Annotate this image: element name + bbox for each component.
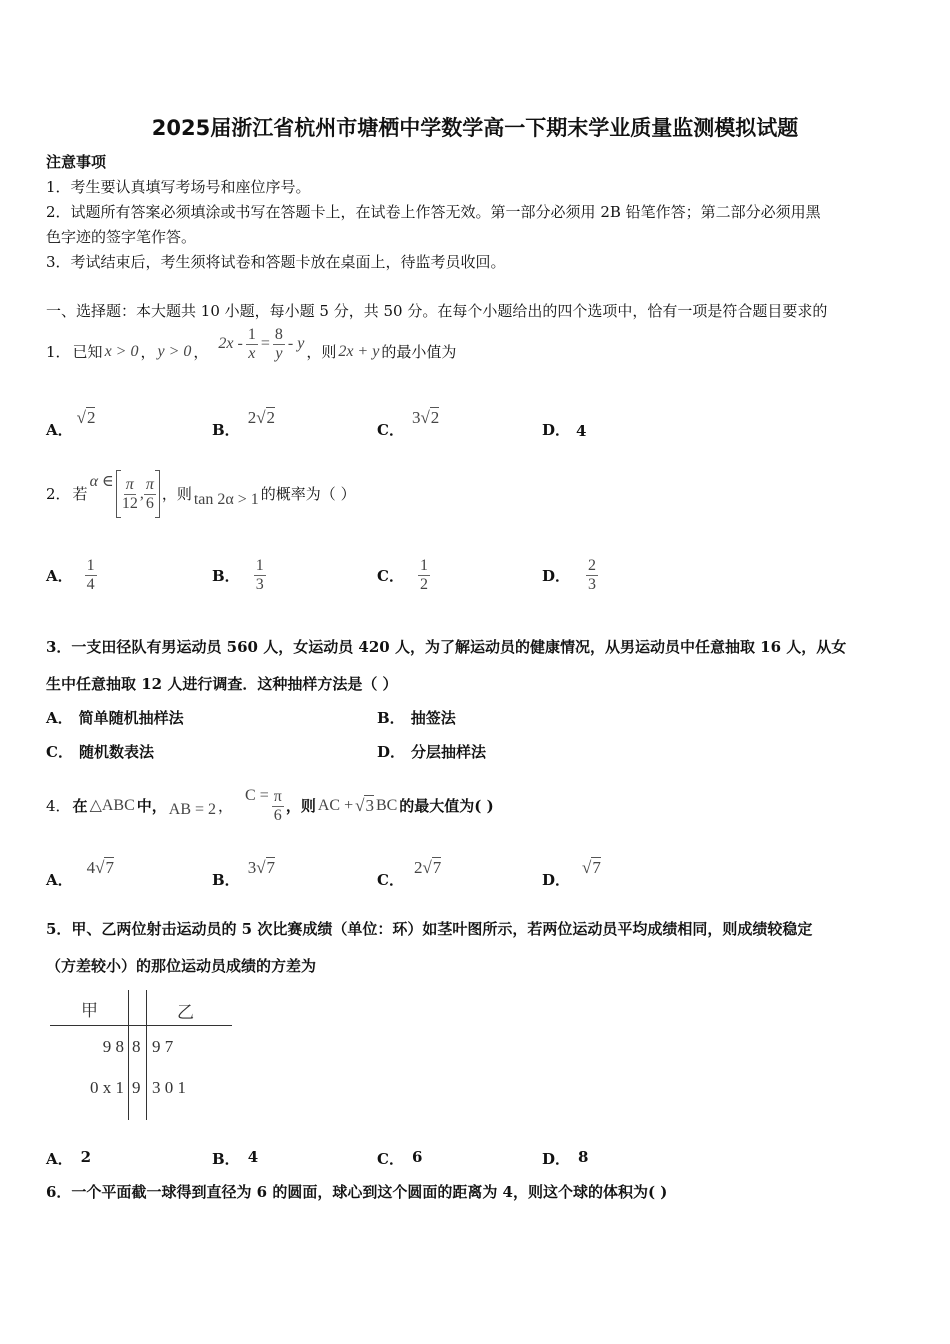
option-text: 4 [576,422,587,440]
option-text: 简单随机抽样法 [78,709,184,727]
option-c[interactable] [377,551,430,599]
option-d[interactable] [542,551,598,599]
fraction [418,557,430,594]
question-text: 若 [72,485,88,503]
question-text: 在 [72,797,88,815]
option-a[interactable] [46,858,114,890]
question-number: 1． [46,343,71,361]
option-label: C． [377,421,404,439]
question-number: 2． [46,485,71,503]
question-3: 3．一支田径队有男运动员 560 人，女运动员 420 人，为了解运动员的健康情况，从男运动员中任意抽取 16 人，从女 [46,638,847,656]
math-radical: 4√7 [86,858,114,877]
bracket-left [117,470,121,518]
fraction [254,557,266,594]
option-b[interactable] [212,858,275,890]
math-radical: 3√2 [411,408,440,427]
math-term: 2x - [218,335,243,352]
stem-leaf-divider [50,1025,232,1026]
option-label: C． [377,566,404,585]
notice-item-1: 1．考生要认真填写考场号和座位序号。 [46,178,311,196]
stem-value: 8 [132,1037,141,1056]
fraction [272,788,284,825]
question-5-cont: （方差较小）的那位运动员成绩的方差为 [46,957,317,975]
fraction-numerator: π [145,475,154,493]
math-term: C = [245,787,269,804]
option-c[interactable] [377,858,441,890]
math-radical: √7 [582,858,601,877]
question-6: 6．一个平面截一球得到直径为 6 的圆面，球心到这个圆面的距离为 4，则这个球的体积为( ) [46,1183,668,1201]
option-label: D． [377,743,406,761]
radicand: 7 [592,858,601,877]
radicand: 3 [365,796,374,815]
fraction-numerator: 2 [588,556,597,574]
question-text: 中， [136,797,167,815]
question-text: 的最大值为( ) [399,797,494,815]
option-label: B． [377,709,405,727]
option-text: 分层抽样法 [411,743,487,761]
option-a[interactable] [46,551,97,599]
notice-item-2: 2．试题所有答案必须填涂或书写在答题卡上，在试卷上作答无效。第一部分必须用 2B 铅笔作答；第二部分必须用黑 [46,203,821,221]
option-b[interactable] [377,708,456,728]
question-5: 5．甲、乙两位射击运动员的 5 次比赛成绩（单位：环）如茎叶图所示，若两位运动员平均成绩相同，则成绩较稳定 [46,920,813,938]
radicand: 7 [266,858,276,877]
notice-heading: 注意事项 [46,153,107,171]
option-a[interactable] [46,1148,91,1169]
math-term: AC + [317,797,354,814]
option-text: 抽签法 [410,709,456,727]
fraction-denominator: x [248,344,256,362]
math-radical: √3 [355,796,374,815]
stem-right-line [146,990,147,1120]
fraction-numerator: 1 [86,556,95,574]
interval-bracket [116,470,160,518]
option-b[interactable] [212,1148,258,1169]
fraction-denominator: 12 [121,494,138,512]
stem-left-line [128,990,129,1120]
option-text: 8 [578,1148,589,1166]
math-term: , [139,485,144,502]
radicand: 2 [266,408,276,427]
fraction-numerator: 1 [247,325,256,343]
fraction-denominator: 6 [145,494,154,512]
option-text: 2 [80,1148,92,1166]
fraction [586,557,598,594]
fraction [120,476,140,513]
option-label: A． [46,709,73,727]
option-label: A． [46,566,73,585]
option-b[interactable] [212,410,275,440]
option-a[interactable] [46,410,95,440]
option-d[interactable] [542,410,586,440]
option-label: A． [46,1150,73,1168]
math-equation [245,788,284,825]
radical-coefficient: 4 [86,858,96,877]
fraction-denominator: 3 [255,575,264,593]
math-condition: tan 2α > 1 [193,491,259,508]
option-label: C． [377,1150,404,1168]
radical-coefficient: 2 [413,858,423,877]
fraction-numerator: 8 [274,325,283,343]
option-label: B． [212,421,240,439]
option-text: 随机数表法 [78,743,154,761]
math-condition: x > 0 [104,343,139,360]
question-text: 的最小值为 [381,343,457,361]
math-radical: 2√7 [413,858,442,877]
radical-coefficient: 3 [247,858,257,877]
fraction [85,557,97,594]
option-a[interactable] [46,708,184,728]
stem-leaf-header-left: 甲 [81,1001,98,1021]
notice-item-3: 3．考试结束后，考生须将试卷和答题卡放在桌面上，待监考员收回。 [46,253,506,271]
fraction-numerator: π [273,787,282,805]
math-radical: 2√2 [247,408,276,427]
math-radical: √2 [76,408,96,427]
option-d[interactable] [542,1148,588,1169]
bracket-right [155,470,159,518]
stem-leaf-plot [46,990,236,1120]
stem-value: 9 [132,1078,141,1097]
fraction [246,326,258,363]
radical-coefficient: 2 [247,408,257,427]
punctuation: ， [193,343,209,361]
question-4 [46,778,494,834]
option-label: D． [542,871,571,889]
question-text: ，则 [285,797,316,815]
option-b[interactable] [212,551,266,599]
math-term: AB = 2 [168,801,217,818]
math-term: α ∈ [89,473,114,490]
math-term: △ABC [89,797,135,814]
option-d[interactable] [377,742,486,762]
fraction-denominator: 4 [86,575,95,593]
question-text: ，则 [306,343,337,361]
fraction-numerator: 1 [419,556,428,574]
question-text: 的概率为（ ） [260,485,356,503]
question-1 [46,327,456,377]
punctuation: ， [140,343,156,361]
radicand: 7 [105,858,114,877]
option-text: 4 [247,1148,259,1166]
option-c[interactable] [377,1148,422,1169]
question-text: ，则 [161,485,192,503]
math-term: BC [375,797,398,814]
fraction-numerator: 1 [255,556,264,574]
option-label: A． [46,421,73,439]
leaf-right: 3 0 1 [152,1078,186,1097]
notice-item-2-cont: 色字迹的签字笔作答。 [46,228,197,246]
option-d[interactable] [542,858,601,890]
option-c[interactable] [46,742,154,762]
fraction-denominator: 6 [273,806,282,824]
option-label: D． [542,1150,571,1168]
fraction-denominator: 3 [588,575,597,593]
option-label: D． [542,421,571,439]
radicand: 7 [432,858,442,877]
question-number: 4． [46,797,71,815]
leaf-right: 9 7 [152,1037,174,1056]
punctuation: ， [218,797,234,815]
stem-leaf-header-right: 乙 [177,1003,194,1023]
question-3-cont: 生中任意抽取 12 人进行调查．这种抽样方法是（ ） [46,675,398,693]
option-label: B． [212,1150,240,1168]
radical-coefficient: 3 [411,408,421,427]
option-c[interactable] [377,410,439,440]
section-heading: 一、选择题：本大题共 10 小题，每小题 5 分，共 50 分。在每个小题给出的四个选项中，恰有一项是符合题目要求的 [46,302,828,320]
fraction-denominator: y [275,344,283,362]
question-text: 已知 [72,343,103,361]
page-title: 2025届浙江省杭州市塘栖中学数学高一下期末学业质量监测模拟试题 [151,116,799,140]
leaf-left: 0 x 1 [90,1078,124,1097]
option-label: A． [46,871,73,889]
option-label: B． [212,871,240,889]
radicand: 2 [430,408,440,427]
radicand: 2 [86,408,96,427]
option-label: B． [212,566,240,585]
option-label: C． [46,743,73,761]
math-term: - y [287,335,305,352]
option-label: D． [542,566,571,585]
leaf-left: 9 8 [102,1037,124,1056]
fraction-denominator: 2 [419,575,428,593]
math-expression: 2x + y [338,343,380,360]
option-text: 6 [411,1148,423,1166]
math-condition: y > 0 [157,343,192,360]
fraction-numerator: π [125,475,134,493]
math-equation [218,326,304,363]
question-2 [46,466,356,522]
option-label: C． [377,871,404,889]
fraction [273,326,285,363]
math-term: = [260,335,270,352]
math-radical: 3√7 [247,858,276,877]
